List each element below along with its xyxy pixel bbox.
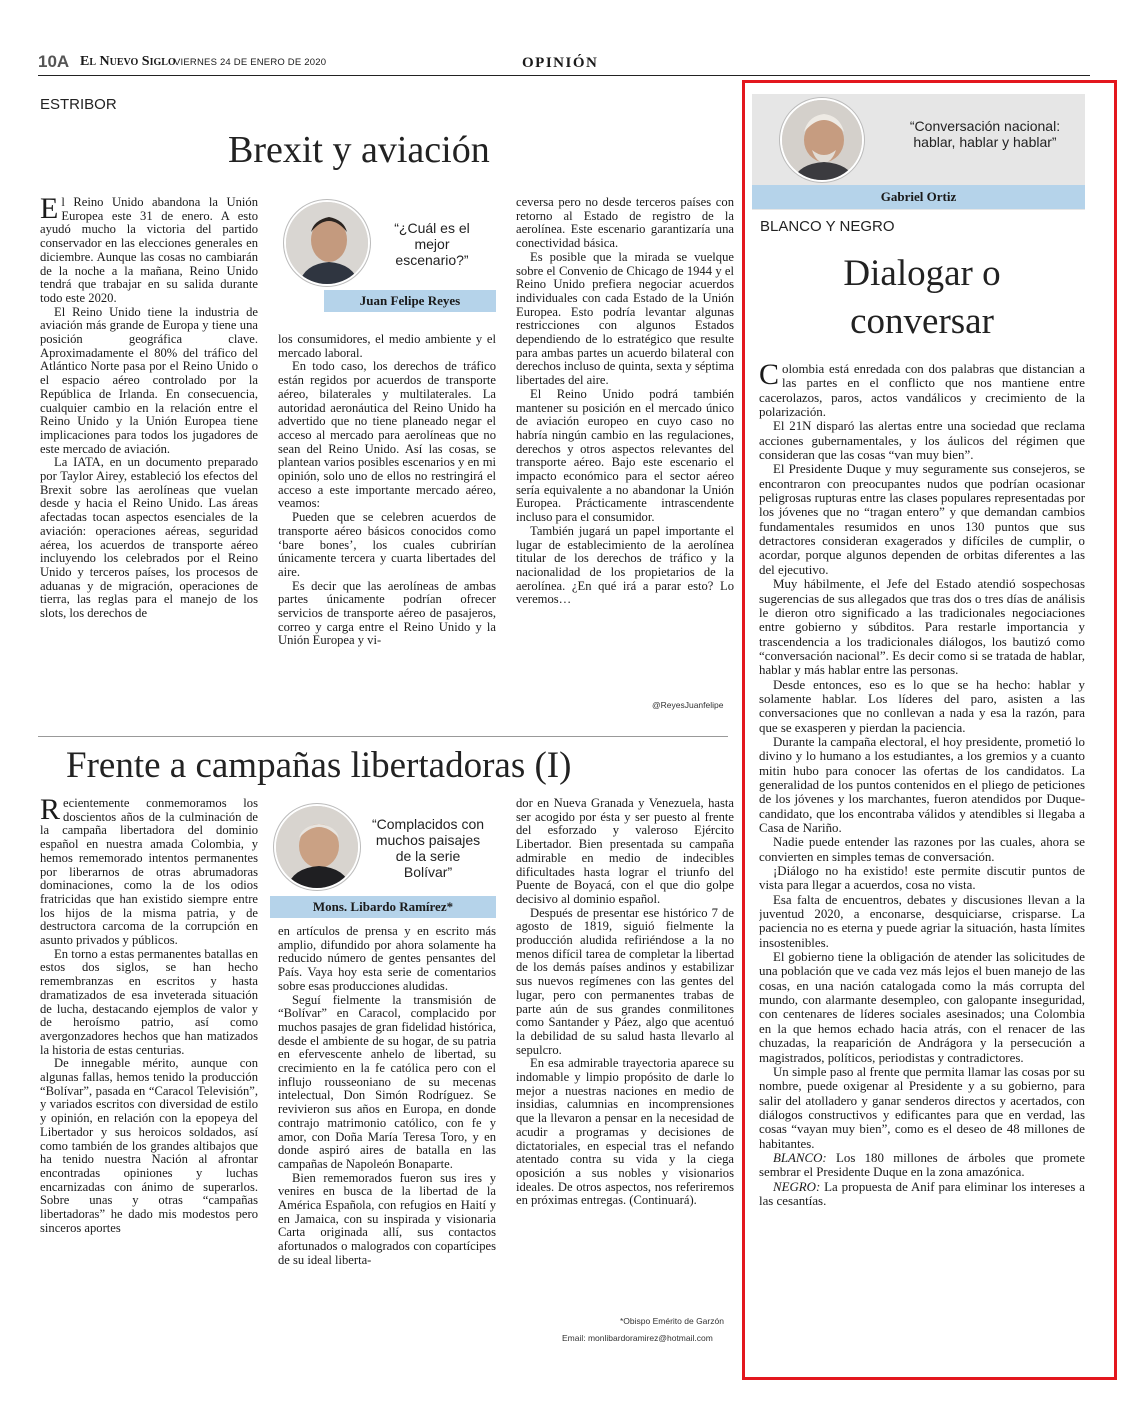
negro-text: La propuesta de Anif para eliminar los intereses a las cesantías. [759,1179,1085,1208]
issue-date: VIERNES 24 DE ENERO DE 2020 [174,57,327,68]
article1-column-2 [278,333,496,714]
author-photo-reyes [284,200,370,286]
article1-paragraph: Es decir que las aerolíneas de ambas partes únicamente podrían ofrecer servicios de transporte aéreo de pasajeros, correo y carga entre el Reino Unido y la Unión Europea y vi- [278,578,496,648]
author-photo-ortiz [780,98,864,182]
article3-paragraph: ¡Diálogo no ha existido! este permite discutir puntos de vista para llegar a acuerdos, cosa no vista. [759,864,1085,893]
article2-quote: “Complacidos con muchos paisajes de la serie Bolívar” [371,816,485,880]
article3-paragraph: El Presidente Duque y muy seguramente sus consejeros, se encontraron con preocupantes nudos que podrían ocasionar peligrosas rupturas entre las clases populares representadas por los jóvenes que no “tragan entero” y que demandan cambios fundamentales resumidos en unos 130 puntos que sus detractores consideran exagerados y difíciles de cumplir, o acordar, porque algunos dependen de orbitas diferentes a las del ejecutivo. [759,462,1085,577]
article3-paragraph: Esa falta de encuentros, debates y discusiones llevan a la juventud 2020, a enconarse, desquiciarse, crisparse. La paciencia no es eterna y puede agriar la situación, hasta límites insostenibles. [759,892,1085,950]
blanco-label: BLANCO: [773,1150,827,1165]
article3-paragraph: Durante la campaña electoral, el hoy presidente, prometió lo divino y lo humano a los estudiantes, a los gremios y a cuanto mitin hubo para conocer las ofertas de los candidatos. La generalidad de los puntos contenidos en el pliego de peticiones de los jóvenes y los marchantes, fueron atendidos por Duque-candidato, que los encontraba válidos y atendibles si llegaba a Casa de Nariño. [759,734,1085,835]
article1-kicker: ESTRIBOR [40,96,117,113]
article2-paragraph: ecientemente conmemoramos los doscientos años de la culminación de la campaña libertadora del dominio español en nuestra amada Colombia, y hemos rememorado intentos permanentes por liberarnos de otras abrumadoras dominaciones, como la de los odios fratricidas que han existido siempre entre los hijos de la misma patria, y de destructora carcoma de la corrupción en asunto privados y públicos. [40,797,258,948]
newspaper-name: El Nuevo Siglo [80,54,176,69]
article3-quote: “Conversación nacional: hablar, hablar y hablar” [909,118,1061,150]
article3-dropcap: C [759,362,780,391]
article3-title [752,250,1092,346]
article2-signature-2: Email: monlibardoramirez@hotmail.com [562,1333,713,1343]
article2-title: Frente a campañas libertadoras (I) [66,745,572,786]
article2-column-2 [278,925,496,1349]
article1-dropcap: E [40,196,59,225]
article1-paragraph: En todo caso, los derechos de tráfico están regidos por acuerdos de transporte aéreo, bilaterales y multilaterales. La autoridad aeronáutica del Reino Unido ha advertido que no tiene planeado negar el acceso al mercado para aerolíneas que no sean del Reino Unido. Así las cosas, se plantean varios posibles escenarios y en mi opinión, solo uno de ellos no restringirá el acceso a este importante mercado aéreo, veamos: [278,359,496,511]
page-number: 10A [38,52,70,71]
article3-body [759,362,1085,1364]
article1-paragraph: Es posible que la mirada se vuelque sobre el Convenio de Chicago de 1944 y el Reino Unido prefiera negociar acuerdos individuales con cada Estado de la Unión Europea. Esto podría levantar algunas restricciones con algunos Estados dependiendo de lo estratégico que resulte para ambas partes un acuerdo bilateral con derechos incluso de quinta, sexta y séptima libertades del aire. [516,249,734,388]
blanco-text: Los 180 millones de árboles que promete sembrar el Presidente Duque en la zona amazónica. [759,1150,1085,1180]
article1-paragraph: El Reino Unido tiene la industria de aviación más grande de Europa y tiene una posición geográfica clave. Aproximadamente el 80% del tráfico del Atlántico Norte pasa por el Reino Unido o el espacio aéreo controlado por la República de Irlanda. En consecuencia, cualquier cambio en la relación entre el Reino Unido y la Unión Europea tiene implicaciones para todos los jugadores de este mercado de aviación. [40,304,258,456]
section-title: OPINIÓN [522,55,599,71]
article3-blanco [759,1151,1085,1180]
article3-title-line-1: Dialogar o [843,253,1001,294]
article2-paragraph: Después de presentar ese histórico 7 de agosto de 1819, siguió fielmente la producción aludida refiriéndose a la no menos difícil tarea de completar la libertad de los demás países andinos y estabilizar sus nuevos regímenes con las gentes del lugar, pero con permanentes trabas de parte aún de sus grandes conmilitones como Santander y Páez, algo que acentuó la debilidad de su salud hasta llevarlo al sepulcro. [516,905,734,1057]
article2-paragraph: De innegable mérito, aunque con algunas fallas, hemos tenido la producción “Bolívar”, pasada en “Caracol Televisión”, y variados escritos con diversidad de estilo y opinión, en relación con la epopeya del Libertador y sus heroicos soldados, así como también de los grandes altibajos que ha tenido nuestra Nación al afrontar encontradas opiniones y luchas encarnizadas con ánimo de superarlos. Sobre unas y otras “campañas libertadoras” he dado mis modestos pero sinceros aportes [40,1056,258,1235]
article3-author: Gabriel Ortiz [752,185,1085,209]
article3-quote-box [752,94,1085,210]
article3-paragraph: Muy hábilmente, el Jefe del Estado atendió sospechosas sugerencias de sus allegados que tras dos o tres días de análisis le dieron otro significado a las tradicionales negociaciones entre gobierno y súbditos. Para restarle importancia y trascendencia a los tradicionales diálogos, los bautizó como “conversación nacional”. Es decir como si se tratada de hablar, hablar y más hablar entre las personas. [759,577,1085,678]
article3-paragraph: El 21N disparó las alertas entre una sociedad que reclama acciones gubernamentales, y los áulicos del régimen que consideran que las cosas “van muy bien”. [759,419,1085,463]
article1-paragraph: Pueden que se celebren acuerdos de transporte aéreo básicos conocidos como ‘bare bones’, los cuales cubrirían únicamente tercera y cuarta libertades del aire. [278,510,496,579]
article2-dropcap: R [40,797,61,826]
article3-paragraph: El gobierno tiene la obligación de atender las solicitudes de una población que ve cada vez más lejos el buen manejo de las cosas, en una nación catalogada como la más corrupta del mundo, con alarmante desempleo, con galopante inseguridad, con centenares de líderes sociales asesinados; una Colombia en la que hemos echado hacia atrás, con el renacer de las chuzadas, la reaparición de Andrágora y la persecución a magistrados, políticos, periodistas y contradictores. [759,950,1085,1065]
article1-paragraph: El Reino Unido podrá también mantener su posición en el mercado único de aviación europeo en cuyo caso no habría ningún cambio en las regulaciones, derechos y otros aspectos relevantes del transporte aéreo. Bajo este escenario el impacto económico para el sector aéreo sería equivalente a no abandonar la Unión Europea. Prácticamente intrascendente incluso para el consumidor. [516,386,734,525]
article1-quote: “¿Cuál es el mejor escenario?” [394,220,470,268]
negro-label: NEGRO: [773,1179,821,1194]
article1-paragraph: La IATA, en un documento preparado por Taylor Airey, estableció los efectos del Brexit sobre las aerolíneas que vuelan desde y hacia el Reino Unido. Las áreas afectadas tocan aspectos esenciales de la aviación: operaciones aéreas, seguridad aérea, los acuerdos de transporte aéreo incluyendo los celebrados por el Reino Unido y terceros países, los procesos de aduanas y de migración, operaciones de tierra, las reglas para el manejo de los slots, los derechos de [40,455,258,621]
article3-negro [759,1180,1085,1209]
article1-paragraph: los consumidores, el medio ambiente y el mercado laboral. [278,333,496,360]
article2-signature-1: *Obispo Emérito de Garzón [620,1316,724,1326]
article3-paragraph: Un simple paso al frente que permita llamar las cosas por su nombre, puede oxigenar al Presidente y a su gobierno, para salir del atolladero y ganar senderos directos y acertados, con diálogos constructivos y edificantes para que en verdad, las cosas “vayan muy bien”, como es el deseo de 48 millones de habitantes. [759,1064,1085,1151]
article1-column-1 [40,196,258,714]
article1-paragraph: l Reino Unido abandona la Unión Europea este 31 de enero. A esto ayudó mucho la victoria del partido conservador en las elecciones generales en diciembre. Aunque las cosas no cambiarán de la noche a la mañana, Reino Unido tendrá que trabajar en su salida durante todo este 2020. [40,196,258,305]
article2-quote-box [270,802,496,920]
article1-signature: @ReyesJuanfelipe [652,700,724,710]
article3-title-line-2: conversar [850,301,994,342]
article3-paragraph: Nadie puede entender las razones por las cuales, ahora se convierten en simples temas de conversación. [759,835,1085,864]
article2-column-3 [516,797,734,1307]
article2-paragraph: En torno a estas permanentes batallas en estos dos siglos, se han hecho remembranzas en escritos y hasta dramatizados de esa inveterada situación de lucha, destacando ejemplos de valor y de heroísmo patrio, así como avergonzadores hechos que han matizados la historia de estas centurias. [40,946,258,1057]
article1-paragraph: También jugará un papel importante el lugar de establecimiento de la aerolínea titular de los derechos de tráfico y la nacionalidad de los propietarios de la aerolínea. ¿En qué irá a parar esto? Lo veremos… [516,523,734,607]
article1-title: Brexit y aviación [228,129,490,171]
article3-paragraph: olombia está enredada con dos palabras que distancian a las partes en el conflicto que nos mantiene entre cacerolazos, paros, actos vandálicos y crecimiento de la polarización. [759,362,1085,420]
article2-paragraph: Bien rememorados fueron sus ires y venires en busca de la libertad de la América Española, con refugios en Haití y en Jamaica, con su inspirada y visionaria Carta originada allí, sus contactos afortunados o malogrados con copartícipes de su ideal liberta- [278,1170,496,1267]
article2-author: Mons. Libardo Ramírez* [270,896,496,918]
article1-quote-box [278,198,496,316]
article2-column-1 [40,797,258,1349]
article2-paragraph: Seguí fielmente la transmisión de “Bolívar” en Caracol, complacido por muchos pasajes de gran fidelidad histórica, desde el ambiente de su hogar, de su patria en efervescente anhelo de libertad, su crecimiento en la fe católica pero con el influjo rousseoniano de su mecenas intelectual, Don Simón Rodríguez. Se revivieron sus años en Europa, en donde contrajo matrimonio católico, con fe y amor, con Doña María Teresa Toro, y en donde aspiró aires de batalla en las campañas de Napoleón Bonaparte. [278,992,496,1171]
article1-column-3 [516,196,734,700]
article3-kicker: BLANCO Y NEGRO [760,218,895,235]
author-photo-ramirez [274,804,360,890]
article2-paragraph: En esa admirable trayectoria aparece su indomable y limpio propósito de darle lo mejor a nuestras naciones en medio de insidias, calumnias en incomprensiones que la llevaron a pensar en la necesidad de acudir a programas y decisiones de dictatoriales, en especial tras el nefando atentado contra su vida y la ciega oposición a sus nobles y visionarios ideales. De otros aspectos, nos referiremos en próximas entregas. (Continuará). [516,1056,734,1208]
article3-paragraph: Desde entonces, eso es lo que se ha hecho: hablar y solamente hablar. Los líderes del paro, asisten a las conversaciones que no conllevan a nada y esa la razón, para que se exasperen y pierdan la paciencia. [759,677,1085,735]
article2-paragraph: en artículos de prensa y en escrito más amplio, difundido por ahora solamente ha reducido número de gentes pensantes del País. Vaya hoy esta serie de comentarios sobre esas producciones aludidas. [278,925,496,993]
article-divider [38,736,728,737]
page-header [38,50,1090,76]
article1-paragraph: ceversa pero no desde terceros países con retorno al Estado de registro de la aerolínea. Este escenario garantizaría una conectividad básica. [516,196,734,251]
article1-author: Juan Felipe Reyes [324,290,496,312]
article2-paragraph: dor en Nueva Granada y Venezuela, hasta ser acogido por ésta y ser puesto al frente del esforzado y valeroso Ejército Libertador. Bien presentada su campaña admirable en medio de indecibles dificultades hasta lograr el triunfo del Puente de Boyacá, con el que dio golpe decisivo al dominio español. [516,797,734,906]
